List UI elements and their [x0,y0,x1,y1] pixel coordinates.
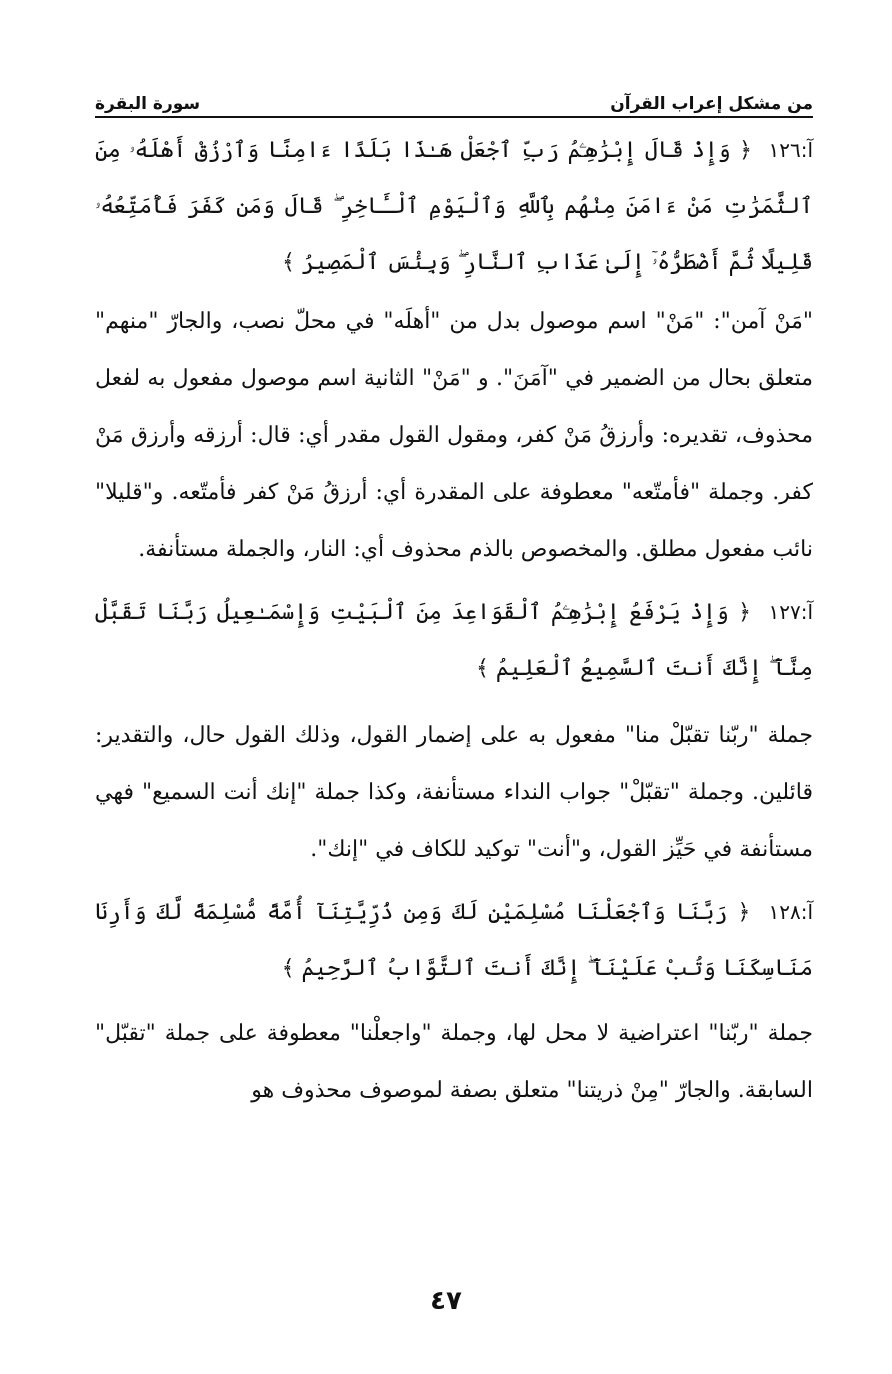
verse-text-126: ﴿ وَإِذْ قَالَ إِبْرَٰهِـۧمُ رَبِّ ٱجْعَلْ هَـٰذَا بَلَدًا ءَامِنًا وَٱرْزُقْ أَهْلَهُۥ مِنَ ٱلثَّمَرَٰتِ مَنْ ءَامَنَ مِنْهُم بِٱللَّهِ وَٱلْيَوْمِ ٱلْـَٔاخِرِ ۖ قَالَ وَمَن كَفَرَ فَأُمَتِّعُهُۥ قَلِيلًا ثُمَّ أَضْطَرُّهُۥٓ إِلَىٰ عَذَابِ ٱلنَّارِ ۖ وَبِئْسَ ٱلْمَصِيرُ ﴾ [95,138,813,275]
verse-ref-126: آ:١٢٦ [768,138,814,162]
page-body [95,78,813,1119]
commentary-paragraph-3: جملة "ربّنا" اعتراضية لا محل لها، وجملة "واجعلْنا" معطوفة على جملة "تقبّل" السابقة. والجارّ "مِنْ ذريتنا" متعلق بصفة لموصوف محذوف هو [95,1021,813,1103]
surah-name: سورة البقرة [95,94,201,114]
verse-127 [95,584,813,697]
commentary-paragraph-2: جملة "ربّنا تقبّلْ منا" مفعول به على إضمار القول، وذلك القول حال، والتقدير: قائلين. وجملة "تقبّلْ" جواب النداء مستأنفة، وكذا جملة "إنك أنت السميع" فهي مستأنفة في حَيِّز القول، و"أنت" توكيد للكاف في "إنك". [95,723,813,862]
verse-126 [95,122,813,291]
running-header [95,78,813,118]
verse-ref-128: آ:١٢٨ [768,900,813,924]
verse-ref-127: آ:١٢٧ [768,600,813,624]
verse-text-127: ﴿ وَإِذْ يَرْفَعُ إِبْرَٰهِـۧمُ ٱلْقَوَاعِدَ مِنَ ٱلْبَيْتِ وَإِسْمَـٰعِيلُ رَبَّنَا تَقَبَّلْ مِنَّآ ۖ إِنَّكَ أَنتَ ٱلسَّمِيعُ ٱلْعَلِيمُ ﴾ [95,600,813,681]
book-title: من مشكل إعراب القرآن [610,94,813,114]
verse-text-128: ﴿ رَبَّنَا وَٱجْعَلْنَا مُسْلِمَيْنِ لَكَ وَمِن ذُرِّيَّتِنَآ أُمَّةً مُّسْلِمَةً لَّكَ وَأَرِنَا مَنَاسِكَنَا وَتُبْ عَلَيْنَآ ۖ إِنَّكَ أَنتَ ٱلتَّوَّابُ ٱلرَّحِيمُ ﴾ [95,900,813,981]
commentary-paragraph-1: "مَنْ آمن": "مَنْ" اسم موصول بدل من "أهلَه" في محلّ نصب، والجارّ "منهم" متعلق بحال من الضمير في "آمَنَ". و "مَنْ" الثانية اسم موصول مفعول به لفعل محذوف، تقديره: وأرزقُ مَنْ كفر، ومقول القول مقدر أي: قال: أرزقه وأرزق مَنْ كفر. وجملة "فأمتّعه" معطوفة على المقدرة أي: أرزقُ مَنْ كفر فأمتّعه. و"قليلا" نائب مفعول مطلق. والمخصوص بالذم محذوف أي: النار، والجملة مستأنفة. [95,309,813,562]
verse-128 [95,884,813,997]
page-number: ٤٧ [430,1286,462,1316]
